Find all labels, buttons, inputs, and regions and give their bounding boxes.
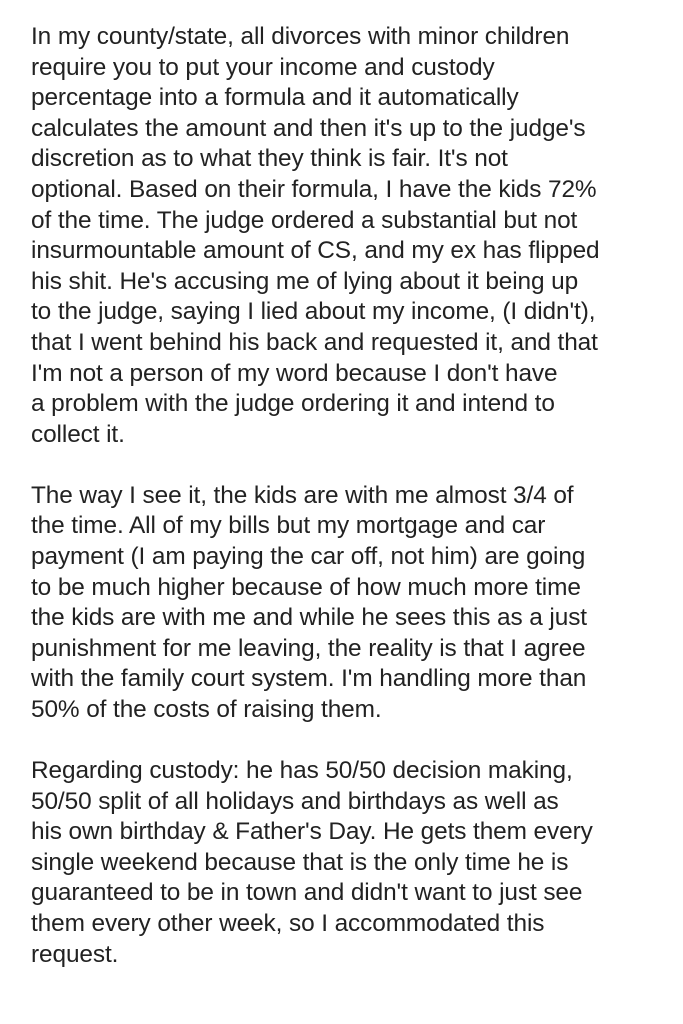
text-line: 50% of the costs of raising them.: [31, 695, 382, 723]
text-line: punishment for me leaving, the reality is that I agree: [31, 634, 586, 662]
text-line: discretion as to what they think is fair. It's not: [31, 145, 508, 173]
text-line: his shit. He's accusing me of lying about it being up: [31, 267, 579, 295]
text-line: with the family court system. I'm handling more than: [31, 665, 587, 693]
text-line: guaranteed to be in town and didn't want to just see: [31, 879, 583, 907]
text-line: them every other week, so I accommodated this: [31, 910, 545, 938]
text-line: a problem with the judge ordering it and intend to: [31, 390, 555, 418]
text-line: collect it.: [31, 420, 125, 448]
text-line: require you to put your income and custody: [31, 53, 495, 81]
text-line: of the time. The judge ordered a substantial but not: [31, 206, 578, 234]
text-line: to the judge, saying I lied about my income, (I didn't),: [31, 298, 596, 326]
text-line: percentage into a formula and it automatically: [31, 84, 519, 112]
text-line: to be much higher because of how much more time: [31, 573, 581, 601]
paragraph: [31, 756, 653, 970]
paragraph: [31, 481, 653, 726]
text-line: 50/50 split of all holidays and birthdays as well as: [31, 787, 559, 815]
text-line: request.: [31, 940, 119, 968]
text-line: payment (I am paying the car off, not him) are going: [31, 543, 586, 570]
text-line: his own birthday & Father's Day. He gets them every: [31, 818, 593, 846]
text-line: single weekend because that is the only time he is: [31, 848, 569, 876]
text-line: The way I see it, the kids are with me almost 3/4 of: [31, 481, 574, 509]
text-line: the time. All of my bills but my mortgage and car: [31, 512, 546, 540]
text-line: calculates the amount and then it's up to the judge's: [31, 114, 586, 142]
text-line: that I went behind his back and requested it, and that: [31, 328, 598, 356]
text-line: insurmountable amount of CS, and my ex has flipped: [31, 237, 600, 265]
paragraph: [31, 22, 653, 450]
text-line: In my county/state, all divorces with minor children: [31, 23, 570, 50]
text-line: I'm not a person of my word because I don't have: [31, 359, 558, 387]
text-line: optional. Based on their formula, I have the kids 72%: [31, 175, 597, 203]
text-line: Regarding custody: he has 50/50 decision making,: [31, 757, 573, 785]
text-line: the kids are with me and while he sees this as a just: [31, 604, 587, 632]
